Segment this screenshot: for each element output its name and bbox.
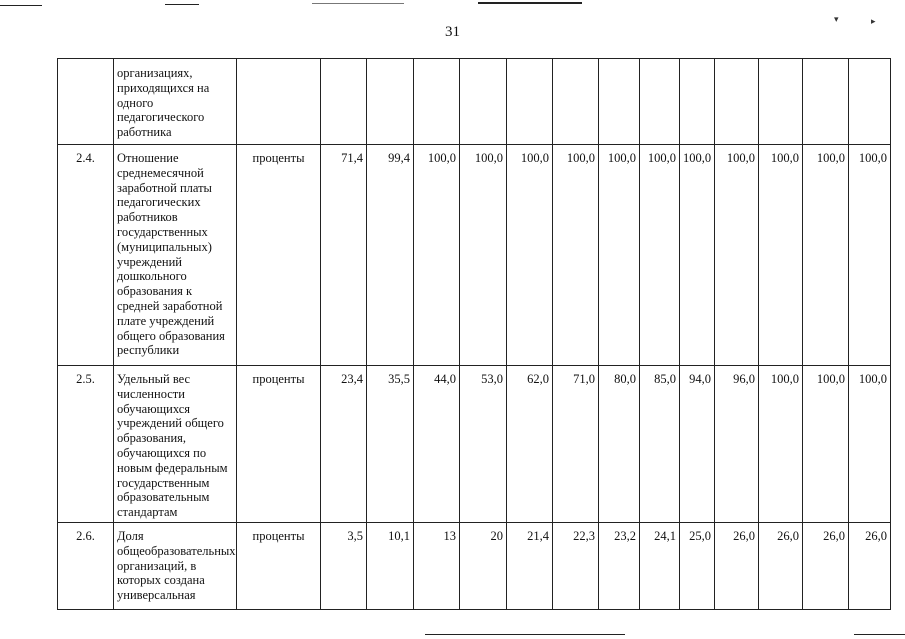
value-cell: 13 [414, 522, 460, 609]
value-cell: 23,4 [321, 366, 367, 523]
indicator-name-cell: Доля общеобразовательных организаций, в которых создана универсальная [114, 522, 237, 609]
value-cell: 100,0 [803, 145, 849, 366]
table-row [58, 522, 891, 609]
value-cell [680, 59, 715, 145]
table-row [58, 145, 891, 366]
value-cell [803, 59, 849, 145]
page-number: 31 [445, 24, 460, 40]
scan-artifact-line [478, 2, 582, 4]
value-cell: 3,5 [321, 522, 367, 609]
table-row [58, 59, 891, 145]
value-cell: 100,0 [759, 366, 803, 523]
unit-cell: проценты [237, 145, 321, 366]
value-cell: 26,0 [759, 522, 803, 609]
value-cell: 100,0 [715, 145, 759, 366]
value-cell: 44,0 [414, 366, 460, 523]
value-cell: 26,0 [849, 522, 891, 609]
row-number-cell: 2.4. [58, 145, 114, 366]
value-cell [849, 59, 891, 145]
value-cell: 96,0 [715, 366, 759, 523]
scan-artifact-line [854, 634, 905, 635]
row-number-cell [58, 59, 114, 145]
value-cell [640, 59, 680, 145]
scan-artifact-line [312, 3, 404, 4]
table-row [58, 366, 891, 523]
scan-artifact-speck: ▸ [871, 16, 876, 26]
value-cell: 26,0 [803, 522, 849, 609]
value-cell [321, 59, 367, 145]
value-cell: 100,0 [680, 145, 715, 366]
scan-artifact-speck: ▾ [834, 14, 839, 24]
value-cell: 53,0 [460, 366, 507, 523]
value-cell [507, 59, 553, 145]
value-cell: 100,0 [414, 145, 460, 366]
value-cell [759, 59, 803, 145]
value-cell: 100,0 [849, 366, 891, 523]
value-cell: 100,0 [640, 145, 680, 366]
value-cell [715, 59, 759, 145]
scan-artifact-line [0, 5, 42, 6]
value-cell [414, 59, 460, 145]
value-cell: 71,0 [553, 366, 599, 523]
value-cell: 100,0 [599, 145, 640, 366]
value-cell: 100,0 [849, 145, 891, 366]
value-cell: 100,0 [507, 145, 553, 366]
value-cell: 10,1 [367, 522, 414, 609]
value-cell [460, 59, 507, 145]
value-cell: 100,0 [759, 145, 803, 366]
value-cell: 62,0 [507, 366, 553, 523]
value-cell: 100,0 [460, 145, 507, 366]
value-cell: 24,1 [640, 522, 680, 609]
value-cell: 100,0 [803, 366, 849, 523]
value-cell [367, 59, 414, 145]
value-cell [599, 59, 640, 145]
value-cell: 22,3 [553, 522, 599, 609]
unit-cell: проценты [237, 366, 321, 523]
value-cell: 21,4 [507, 522, 553, 609]
value-cell: 71,4 [321, 145, 367, 366]
scan-artifact-line [165, 4, 199, 5]
unit-cell: проценты [237, 522, 321, 609]
indicator-name-cell: Отношение среднемесячной заработной платы педагогических работников государственных (муниципальных) учреждений дошкольного образования к средней заработной плате учреждений общего образования республики [114, 145, 237, 366]
indicator-name-cell: Удельный вес численности обучающихся учреждений общего образования, обучающихся по новым федеральным государственным образовательным стандартам [114, 366, 237, 523]
value-cell: 85,0 [640, 366, 680, 523]
value-cell: 20 [460, 522, 507, 609]
value-cell: 25,0 [680, 522, 715, 609]
row-number-cell: 2.6. [58, 522, 114, 609]
value-cell: 99,4 [367, 145, 414, 366]
value-cell: 26,0 [715, 522, 759, 609]
value-cell: 94,0 [680, 366, 715, 523]
scan-artifact-line [425, 634, 625, 635]
value-cell: 80,0 [599, 366, 640, 523]
value-cell: 100,0 [553, 145, 599, 366]
value-cell: 23,2 [599, 522, 640, 609]
indicator-name-cell: организациях, приходящихся на одного педагогического работника [114, 59, 237, 145]
value-cell: 35,5 [367, 366, 414, 523]
unit-cell [237, 59, 321, 145]
row-number-cell: 2.5. [58, 366, 114, 523]
value-cell [553, 59, 599, 145]
indicator-table [57, 58, 891, 610]
